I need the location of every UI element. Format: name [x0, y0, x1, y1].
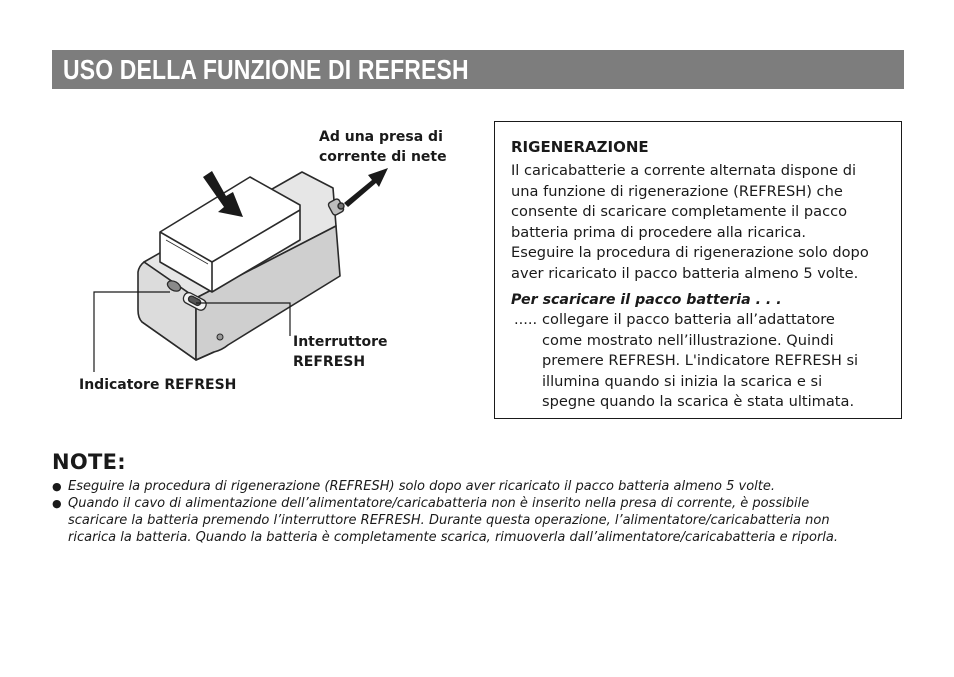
step-leader-dots: .....	[514, 311, 538, 328]
bullet-icon: ●	[52, 480, 62, 493]
outlet-label: Ad una presa di corrente di nete	[319, 129, 447, 165]
info-box-paragraph: Il caricabatterie a corrente alternata dispone di una funzione di rigenerazione (REFRESH) che consente di scaricare completamente il pacco batteria prima di procedere alla ricarica. Eseguire la procedura di rigenerazione solo dopo aver ricaricato il pacco batteria almeno 5 volte.	[511, 162, 869, 282]
section-header-bar	[52, 50, 904, 89]
refresh-indicator-label: Indicatore REFRESH	[79, 377, 237, 393]
info-box-subheading: Per scaricare il pacco batteria . . .	[511, 292, 782, 308]
page-title: USO DELLA FUNZIONE DI REFRESH	[63, 54, 469, 85]
note-text: Quando il cavo di alimentazione dell’alimentatore/caricabatteria non è inserito nella presa di corrente, è possibile scaricare la batteria premendo l’interruttore REFRESH. Durante questa operazione, l’alimentatore/caricabatteria non ricarica la batteria. Quando la batteria è completamente scarica, rimuoverla dall’alimentatore/caricabatteria e riporla.	[68, 496, 839, 545]
info-box-title: RIGENERAZIONE	[511, 138, 649, 156]
outlet-arrow-icon	[344, 168, 388, 207]
refresh-switch-label: Interruttore REFRESH	[293, 334, 388, 370]
note-item	[52, 478, 902, 495]
regeneration-info-box	[494, 121, 902, 419]
bullet-icon: ●	[52, 497, 62, 510]
discharge-step-text: collegare il pacco batteria all’adattatore come mostrato nell’illustrazione. Quindi premere REFRESH. L'indicatore REFRESH si illumina quando si inizia la scarica e si spegne quando la scarica è stata ultimata.	[542, 311, 859, 411]
screw-icon	[217, 334, 223, 340]
notes-title: NOTE:	[52, 450, 126, 474]
note-text: Eseguire la procedura di rigenerazione (REFRESH) solo dopo aver ricaricato il pacco batteria almeno 5 volte.	[68, 479, 775, 494]
note-item	[52, 495, 902, 546]
